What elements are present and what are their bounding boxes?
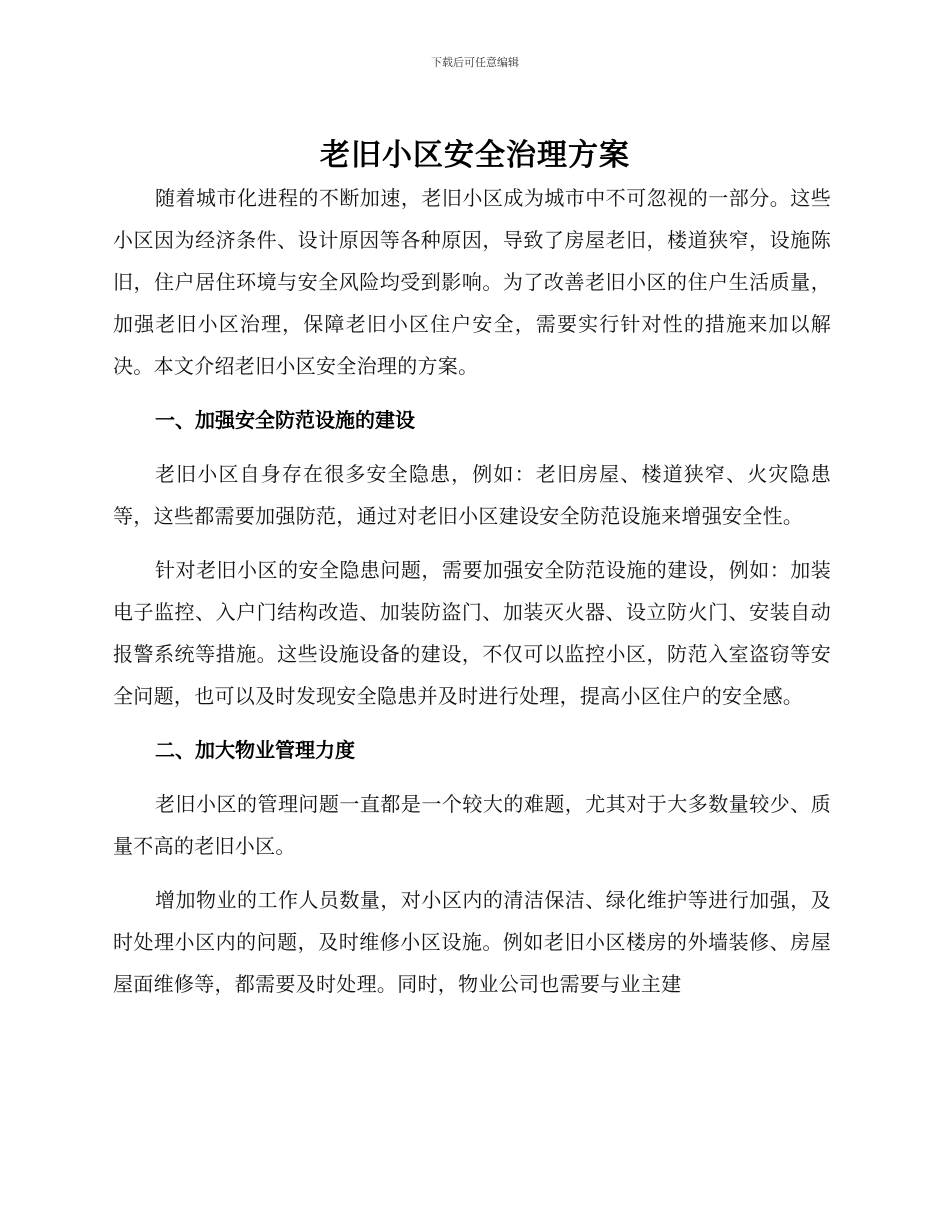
section-heading-1: 一、加强安全防范设施的建设 xyxy=(155,408,415,432)
section-heading-2: 二、加大物业管理力度 xyxy=(155,738,355,762)
section-1-paragraph-1: 老旧小区自身存在很多安全隐患，例如：老旧房屋、楼道狭窄、火灾隐患等，这些都需要加强防范，通过对老旧小区建设安全防范设施来增强安全性。 xyxy=(113,462,831,528)
header-note: 下载后可任意编辑 xyxy=(431,56,519,69)
section-2-paragraph-2: 增加物业的工作人员数量，对小区内的清洁保洁、绿化维护等进行加强，及时处理小区内的问题，及时维修小区设施。例如老旧小区楼房的外墙装修、房屋屋面维修等，都需要及时处理。同时，物业公司也需要与业主建 xyxy=(113,888,831,996)
section-1-paragraph-2: 针对老旧小区的安全隐患问题，需要加强安全防范设施的建设，例如：加装电子监控、入户门结构改造、加装防盗门、加装灭火器、设立防火门、安装自动报警系统等措施。这些设施设备的建设，不仅可以监控小区，防范入室盗窃等安全问题，也可以及时发现安全隐患并及时进行处理，提高小区住户的安全感。 xyxy=(113,558,831,708)
spacer xyxy=(113,867,831,879)
spacer xyxy=(113,771,831,783)
document-title: 老旧小区安全治理方案 xyxy=(320,138,630,173)
document-body xyxy=(113,177,831,1005)
spacer xyxy=(113,717,831,729)
intro-paragraph: 随着城市化进程的不断加速，老旧小区成为城市中不可忽视的一部分。这些小区因为经济条件、设计原因等各种原因，导致了房屋老旧，楼道狭窄，设施陈旧，住户居住环境与安全风险均受到影响。为了改善老旧小区的住户生活质量，加强老旧小区治理，保障老旧小区住户安全，需要实行针对性的措施来加以解决。本文介绍老旧小区安全治理的方案。 xyxy=(113,186,831,378)
section-2-paragraph-1: 老旧小区的管理问题一直都是一个较大的难题，尤其对于大多数量较少、质量不高的老旧小区。 xyxy=(113,792,831,858)
spacer xyxy=(113,441,831,453)
spacer xyxy=(113,537,831,549)
spacer xyxy=(113,387,831,399)
